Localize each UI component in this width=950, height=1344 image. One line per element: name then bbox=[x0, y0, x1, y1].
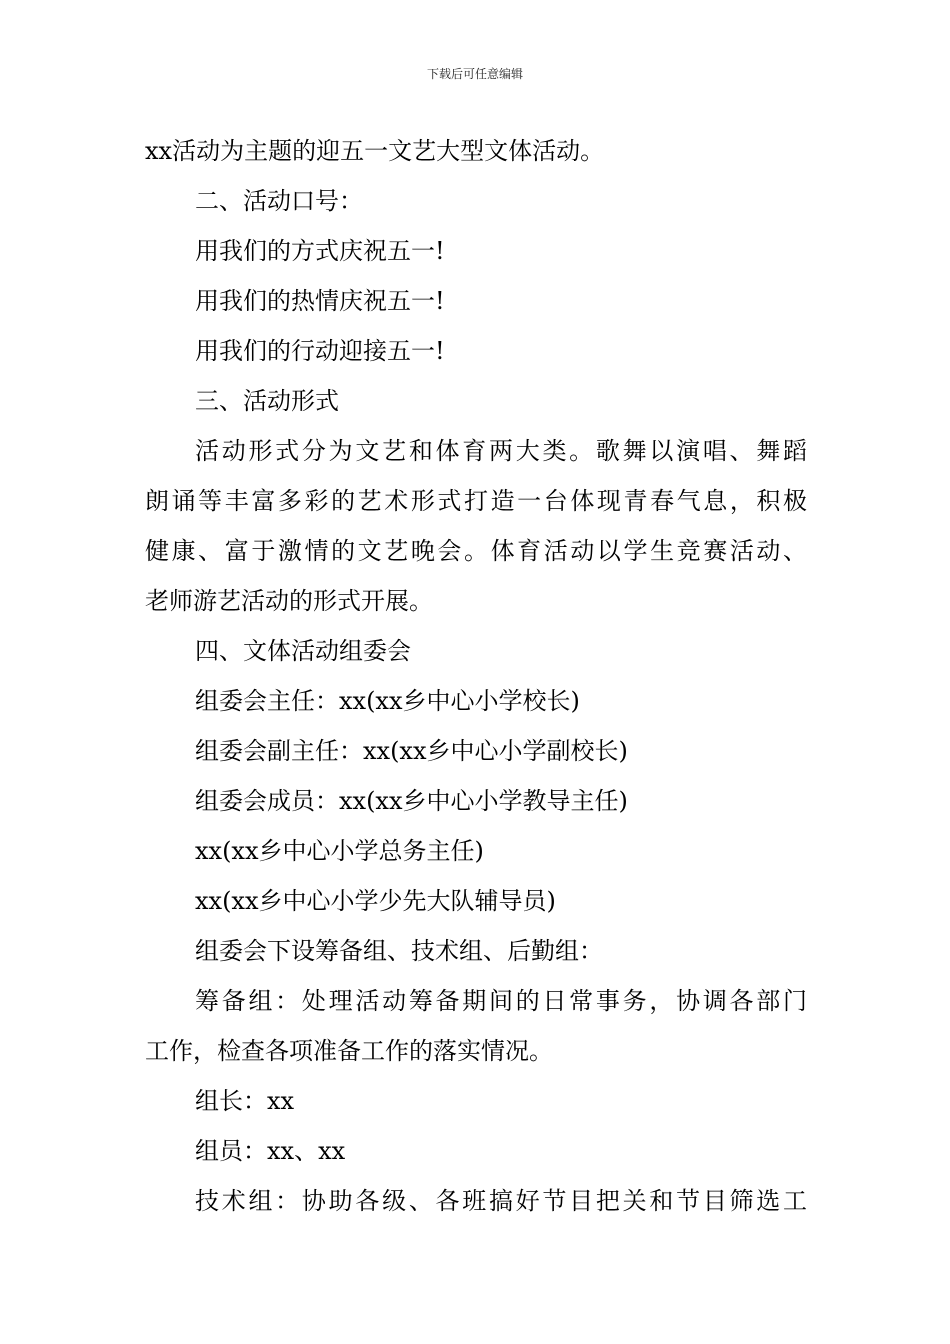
page-header: 下载后可任意编辑 bbox=[426, 67, 523, 81]
text-line: 用我们的热情庆祝五一! bbox=[195, 287, 445, 315]
text-line: 组长：xx bbox=[195, 1087, 295, 1115]
text-line: xx(xx乡中心小学少先大队辅导员) bbox=[195, 887, 556, 915]
text-line: 老师游艺活动的形式开展。 bbox=[145, 587, 433, 615]
text-line: 健康、富于激情的文艺晚会。体育活动以学生竞赛活动、 bbox=[145, 537, 807, 565]
text-line: 活动形式分为文艺和体育两大类。歌舞以演唱、舞蹈 bbox=[195, 437, 807, 465]
document-body bbox=[145, 126, 807, 1226]
text-line: 组委会成员：xx(xx乡中心小学教导主任) bbox=[195, 787, 628, 815]
text-line: 二、活动口号： bbox=[195, 187, 363, 215]
text-line: 技术组：协助各级、各班搞好节目把关和节目筛选工 bbox=[195, 1187, 807, 1215]
text-line: 组委会下设筹备组、技术组、后勤组： bbox=[195, 937, 603, 965]
text-line: 组委会主任：xx(xx乡中心小学校长) bbox=[195, 687, 580, 715]
text-line: xx(xx乡中心小学总务主任) bbox=[195, 837, 484, 865]
text-line: 工作，检查各项准备工作的落实情况。 bbox=[145, 1037, 553, 1065]
text-line: 用我们的方式庆祝五一! bbox=[195, 237, 445, 265]
text-line: 筹备组：处理活动筹备期间的日常事务，协调各部门 bbox=[195, 987, 807, 1015]
text-line: 朗诵等丰富多彩的艺术形式打造一台体现青春气息，积极 bbox=[145, 487, 807, 515]
text-line: 用我们的行动迎接五一! bbox=[195, 337, 445, 365]
text-line: 三、活动形式 bbox=[195, 387, 339, 415]
text-line: 组委会副主任：xx(xx乡中心小学副校长) bbox=[195, 737, 628, 765]
text-line: 组员：xx、xx bbox=[195, 1137, 346, 1165]
text-line: xx活动为主题的迎五一文艺大型文体活动。 bbox=[145, 137, 605, 165]
text-line: 四、文体活动组委会 bbox=[195, 637, 411, 665]
